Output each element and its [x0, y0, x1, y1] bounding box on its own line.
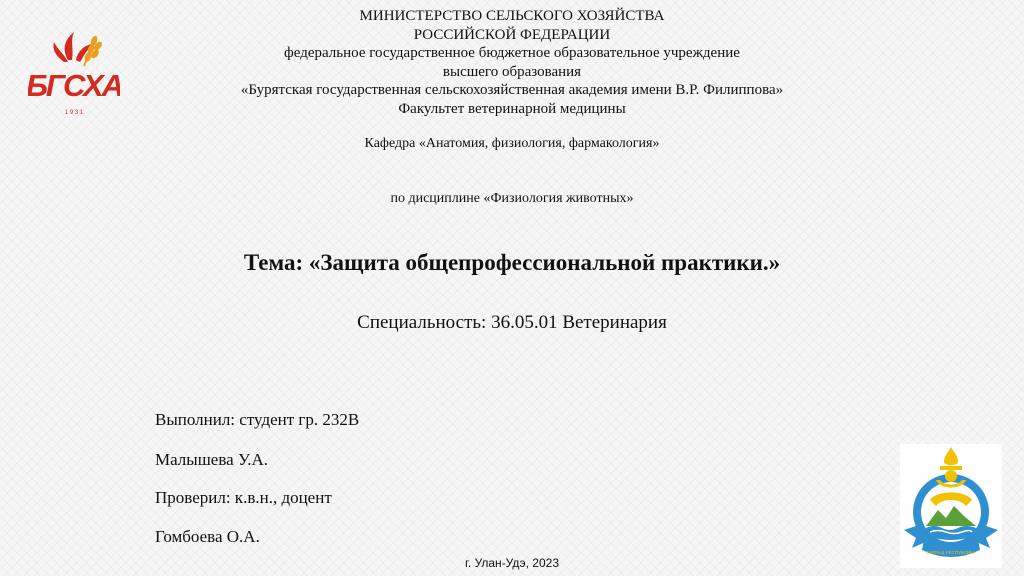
buryatia-emblem: [900, 444, 1002, 568]
teacher-name: Гомбоева О.А.: [155, 527, 260, 546]
done-by-line: Выполнил: студент гр. 232В: [155, 410, 360, 429]
specialty-line: Специальность: 36.05.01 Ветеринария: [357, 312, 667, 333]
ministry-line-1: МИНИСТЕРСТВО СЕЛЬСКОГО ХОЗЯЙСТВА: [359, 8, 665, 24]
city-year-footer: г. Улан-Удэ, 2023: [464, 556, 559, 570]
academy-logo-text: БГСХА: [28, 68, 120, 103]
department-line: Кафедра «Анатомия, физиология, фармакология»: [364, 136, 660, 151]
student-name: Малышева У.А.: [155, 450, 268, 469]
institution-header: [200, 7, 824, 118]
institution-type-line: федеральное государственное бюджетное образовательное учреждение: [284, 45, 740, 61]
topic-title: Тема: «Защита общепрофессиональной практики.»: [243, 250, 781, 275]
academy-name-line: «Бурятская государственная сельскохозяйственная академия имени В.Р. Филиппова»: [240, 82, 784, 98]
buryatia-emblem-icon: [900, 444, 1002, 568]
ministry-line-2: РОССИЙСКОЙ ФЕДЕРАЦИИ: [413, 26, 611, 43]
academy-logo-year: 1 9 3 1: [64, 110, 84, 116]
education-level-line: высшего образования: [442, 63, 582, 80]
academy-logo: [28, 26, 120, 122]
faculty-line: Факультет ветеринарной медицины: [398, 100, 626, 117]
checked-by-line: Проверил: к.в.н., доцент: [155, 488, 332, 507]
emblem-ribbon-text: БУРЯАД РЕСПУБЛИКА: [926, 550, 976, 555]
wheat-flame-icon: [28, 26, 120, 122]
discipline-line: по дисциплине «Физиология животных»: [390, 191, 634, 206]
